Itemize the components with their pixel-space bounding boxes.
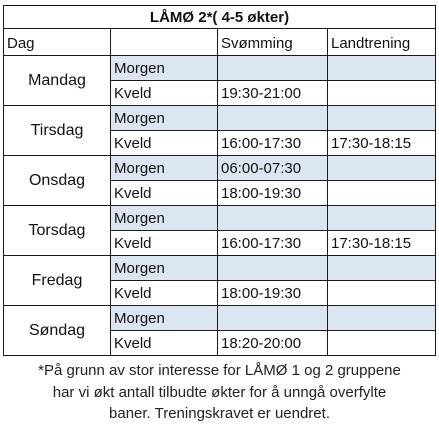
- schedule-title: LÅMØ 2*( 4-5 økter): [4, 6, 436, 29]
- day-cell: Søndag: [4, 306, 111, 356]
- session-label: Kveld: [111, 131, 218, 156]
- swim-time: [218, 256, 328, 281]
- day-cell: Onsdag: [4, 156, 111, 206]
- swim-time: 16:00-17:30: [218, 131, 328, 156]
- title-row: [4, 6, 436, 29]
- header-swimming: Svømming: [218, 29, 328, 56]
- session-label: Morgen: [111, 306, 218, 331]
- header-row: [4, 29, 436, 56]
- header-land: Landtrening: [328, 29, 436, 56]
- table-row: [4, 156, 436, 181]
- table-row: [4, 56, 436, 81]
- land-time: [328, 81, 436, 106]
- header-day: Dag: [4, 29, 111, 56]
- footnote-line-3: baner. Treningskravet er uendret.: [109, 405, 330, 422]
- day-cell: Torsdag: [4, 206, 111, 256]
- session-label: Morgen: [111, 106, 218, 131]
- land-time: [328, 181, 436, 206]
- table-row: [4, 306, 436, 331]
- day-cell: Mandag: [4, 56, 111, 106]
- swim-time: 18:00-19:30: [218, 281, 328, 306]
- swim-time: 18:00-19:30: [218, 181, 328, 206]
- land-time: [328, 256, 436, 281]
- session-label: Morgen: [111, 56, 218, 81]
- footnote: [0, 360, 439, 425]
- day-cell: Tirsdag: [4, 106, 111, 156]
- session-label: Morgen: [111, 206, 218, 231]
- land-time: 17:30-18:15: [328, 131, 436, 156]
- footnote-line-2: har vi økt antall tilbudte økter for å unngå overfylte: [52, 383, 387, 401]
- swim-time: 16:00-17:30: [218, 231, 328, 256]
- session-label: Kveld: [111, 281, 218, 306]
- table-row: [4, 106, 436, 131]
- schedule-table: [3, 5, 436, 356]
- session-label: Kveld: [111, 231, 218, 256]
- land-time: [328, 156, 436, 181]
- swim-time: [218, 106, 328, 131]
- land-time: [328, 206, 436, 231]
- swim-time: [218, 56, 328, 81]
- table-row: [4, 206, 436, 231]
- session-label: Kveld: [111, 331, 218, 356]
- land-time: [328, 331, 436, 356]
- swim-time: 06:00-07:30: [218, 156, 328, 181]
- land-time: 17:30-18:15: [328, 231, 436, 256]
- land-time: [328, 281, 436, 306]
- swim-time: 19:30-21:00: [218, 81, 328, 106]
- footnote-line-1: *På grunn av stor interesse for LÅMØ 1 og 2 gruppene: [38, 362, 401, 379]
- session-label: Kveld: [111, 81, 218, 106]
- header-session: [111, 29, 218, 56]
- table-row: [4, 256, 436, 281]
- land-time: [328, 56, 436, 81]
- session-label: Kveld: [111, 181, 218, 206]
- land-time: [328, 306, 436, 331]
- session-label: Morgen: [111, 156, 218, 181]
- swim-time: [218, 306, 328, 331]
- day-cell: Fredag: [4, 256, 111, 306]
- land-time: [328, 106, 436, 131]
- swim-time: 18:20-20:00: [218, 331, 328, 356]
- session-label: Morgen: [111, 256, 218, 281]
- swim-time: [218, 206, 328, 231]
